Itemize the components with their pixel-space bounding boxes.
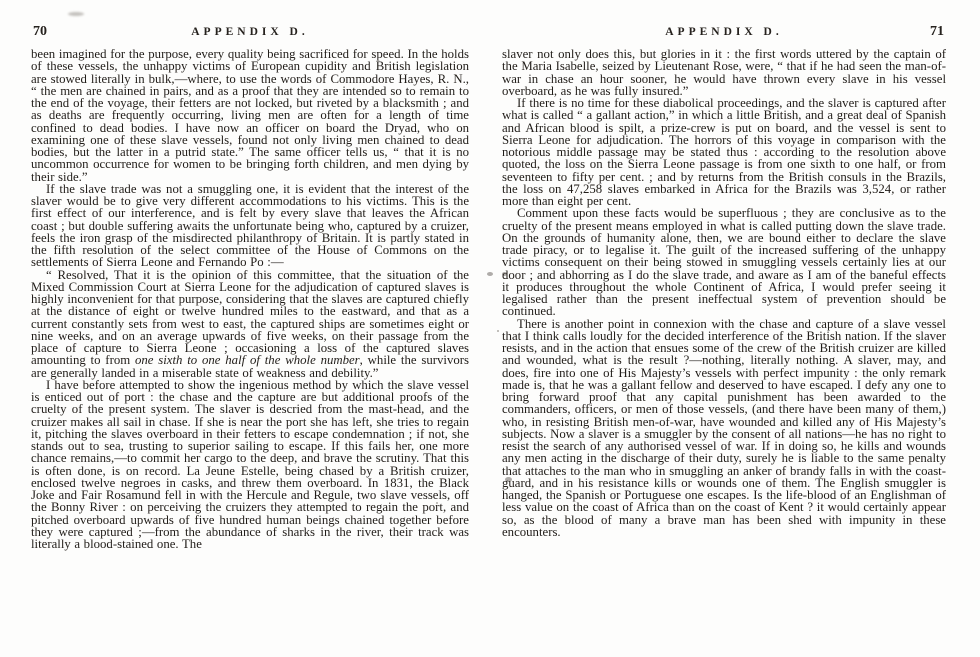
- page-number-left: 70: [33, 24, 47, 39]
- quote-text-pre: “ Resolved, That it is the opinion of this committee, that the situation of the Mixed Commission Court at Sierra Leone for the adjudication of captured slaves is highly inconvenient for that purpose, considering that the slaves are captured chiefly at the distance of eight or twelve hundred miles to the eastward, and that as a current constantly sets from west to east, the captured ships are sometimes eight or nine weeks, and on an average upwards of five weeks, on their passage from the place of capture to Sierra Leone ; occasioning a loss of the captured slaves amounting to from: [31, 267, 469, 368]
- quote-text-italic: one sixth to one half of the whole number: [134, 353, 360, 368]
- page-70: [31, 26, 469, 550]
- running-header-right: APPENDIX D.: [665, 26, 783, 38]
- paragraph: If the slave trade was not a smuggling one, it is evident that the interest of the slaver would be to give very different accommodations to his victims. This is the first effect of our interference, and is felt by every slave that leaves the African coast ; but double suffering awaits the unfortunate being who, captured by a cruizer, feels the iron grasp of the misdirected philanthropy of Britain. It is partly stated in the fifth resolution of the select committee of the House of Commons on the settlements of Sierra Leone and Fernando Po :—: [31, 181, 469, 270]
- paragraph-continuation: slaver not only does this, but glories in it : the first words uttered by the captain of the Maria Isabelle, seized by Lieutenant Rose, were, “ that if he had seen the man-of-war in chase an hour sooner, he would have thrown every slave in his vessel overboard, as he was fully insured.”: [502, 47, 946, 98]
- paragraph: If there is no time for these diabolical proceedings, and the slaver is captured after what is called “ a gallant action,” in which a little British, and a great deal of Spanish and African blood is spilt, a prize-crew is put on board, and the vessel is sent to Sierra Leone for adjudication. The horrors of this voyage in comparison with the notorious middle passage may be stated thus : according to the resolution above quoted, the loss on the Sierra Leone passage is from one sixth to one half, or from seventeen to fifty per cent. ; and by returns from the British consuls in the Brazils, the loss on 47,258 slaves embarked in Africa for the Brazils was 3,524, or rather more than eight per cent.: [502, 96, 946, 208]
- scan-speck: [487, 272, 493, 276]
- paragraph-resolution-quote: [31, 269, 469, 379]
- paragraph: Comment upon these facts would be superfluous ; they are conclusive as to the cruelty of the present means employed in what is called putting down the slave trade. On the grounds of humanity alone, then, we are bound either to declare the slave trade piracy, or to legalise it. The guilt of the increased suffering of the unhappy victims consequent on their being stowed in smuggling vessels certainly lies at our door ; and abhorring as I do the slave trade, and aware as I am of the baneful effects it produces throughout the whole Continent of Africa, I would prefer seeing it legalised rather than the present ineffectual system of prevention should be continued.: [502, 206, 946, 319]
- page-70-body: [31, 48, 469, 550]
- quote-text-post: , while the survivors are generally landed in a miserable state of weakness and debility.”: [31, 353, 469, 380]
- page-70-header: [31, 26, 469, 42]
- page-71: [502, 26, 946, 550]
- scan-speck: [497, 330, 499, 332]
- page-number-right: 71: [930, 24, 944, 39]
- scan-smudge: [68, 12, 84, 16]
- page-71-header: [502, 26, 946, 42]
- paragraph: There is another point in connexion with the chase and capture of a slave vessel that I think calls loudly for the decided interference of the British nation. If the slaver resists, and in the action that ensues some of the crew of the British cruizer are killed and wounded, what is the result ?—nothing, literally nothing. A slaver, may, and does, fire into one of His Majesty’s vessels with perfect impunity : the only remark made is, that he was a gallant fellow and deserved to have escaped. I defy any one to bring forward proof that any capital punishment has been awarded to the commanders, officers, or men of those vessels, (and there have been many of them,) who, in resisting British men-of-war, have wounded and killed any of His Majesty’s subjects. Now a slaver is a smuggler by the consent of all nations—he has no right to resist the search of any authorised vessel of war. If in doing so, he kills and wounds any men acting in the discharge of their duty, surely he is liable to the same penalty that attaches to the man who in smuggling an anker of brandy falls in with the coast-guard, and in his resistance kills or wounds one of them. The English smuggler is hanged, the Spanish or Portuguese one escapes. Is the life-blood of an Englishman of less value on the coast of Africa than on the coast of Kent ? it would certainly appear so, as the blood of many a brave man has been shed with impunity in these encounters.: [502, 316, 946, 539]
- page-71-body: [502, 48, 946, 538]
- running-header-left: APPENDIX D.: [191, 26, 309, 38]
- paragraph-continuation: been imagined for the purpose, every quality being sacrificed for speed. In the holds of these vessels, the unhappy victims of European cupidity and British legislation are stowed literally in bulk,—where, to use the words of Commodore Hayes, R. N., “ the men are chained in pairs, and as a proof that they are intended so to remain to the end of the voyage, their fetters are not locked, but riveted by a blacksmith ; and as deaths are frequently occurring, living men are often for a length of time confined to dead bodies. I have now an officer on board the Dryad, who on examining one of these slave vessels, found not only living men chained to dead bodies, but the latter in a putrid state.” The same officer tells us, “ that it is no uncommon occurrence for women to be bringing forth children, and men dying by their side.”: [31, 47, 469, 184]
- paragraph: I have before attempted to show the ingenious method by which the slave vessel is enticed out of port : the chase and the capture are but additional proofs of the cruelty of the present system. The slaver is descried from the mast-head, and the cruizer makes all sail in chase. If she is near the port she has left, she tries to regain it, pitching the slaves overboard in their fetters to escape condemnation ; if not, she stands out to sea, trusting to superior sailing to escape. If this fails her, one more chance remains,—to commit her cargo to the deep, and brave the scrutiny. That this is often done, is on record. La Jeune Estelle, being chased by a British cruizer, enclosed twelve negroes in casks, and threw them overboard. In 1831, the Black Joke and Fair Rosamund fell in with the Hercule and Regule, two slave vessels, off the Bonny River : on perceiving the cruizers they attempted to regain the port, and pitched overboard upwards of five hundred human beings chained together before they were captured ;—from the abundance of sharks in the river, their track was literally a blood-stained one. The: [31, 377, 469, 551]
